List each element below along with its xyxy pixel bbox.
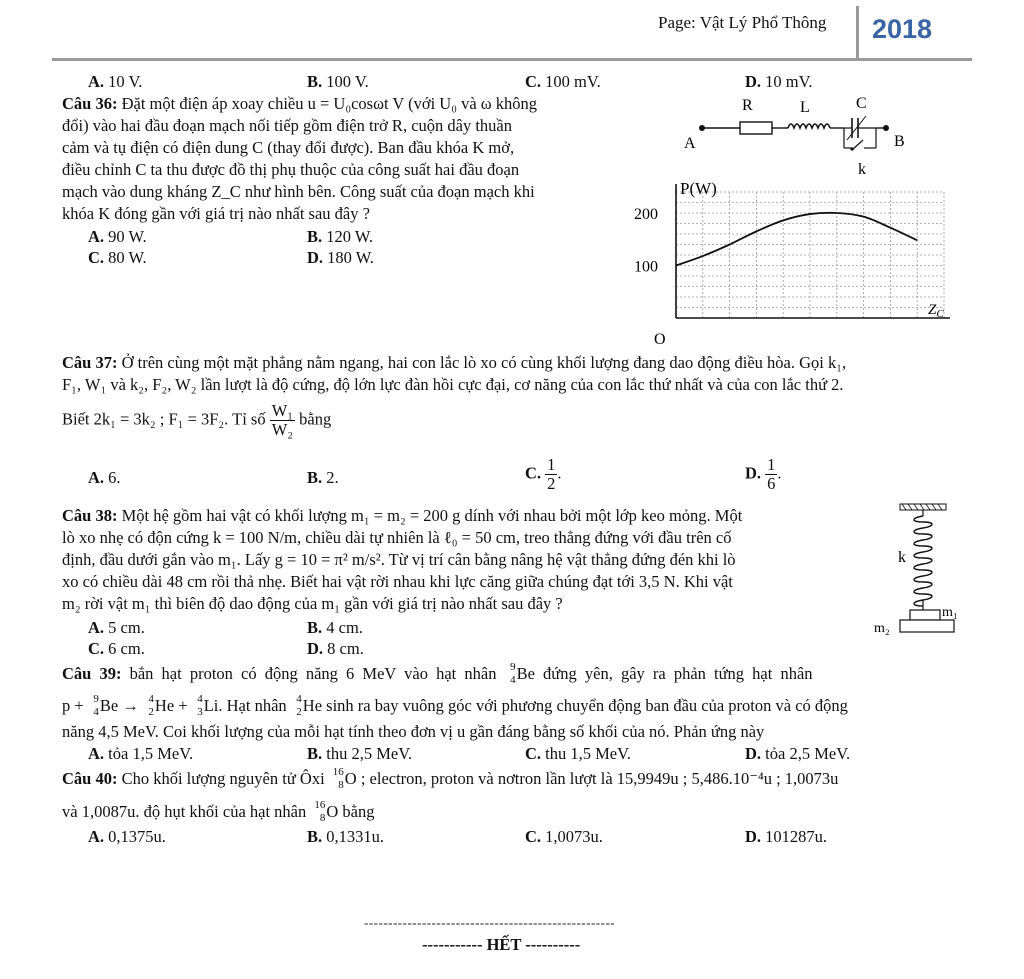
y-tick-label: 200	[634, 206, 658, 223]
q40-option-c: C. 1,0073u.	[525, 827, 603, 846]
circuit-label-b: B	[894, 133, 905, 150]
circuit-label-a: A	[684, 135, 696, 152]
y-tick-label: 100	[634, 258, 658, 276]
circuit-label-c: C	[856, 95, 867, 112]
q36-label: Câu 36:	[62, 94, 118, 113]
circuit-label-k: k	[858, 161, 866, 178]
q37-line3: Biết 2k₁ = 3k₂ ; F₁ = 3F₂. Tỉ số $\frac{\text{W₁}}{\text{W₂}}$ bằng	[62, 401, 332, 439]
q39-option-d: D. tỏa 2,5 MeV.	[745, 744, 851, 763]
q37-option-b: B. 2.	[307, 468, 339, 487]
q39-option-c: C. thu 1,5 MeV.	[525, 744, 632, 763]
q40-line1: Câu 40: Cho khối lượng nguyên tử Ôxi 16 8 O ; electron, proton và nơtron lần lượt là 15,9949u ; 5,486.10⁻⁴u ; 1,0073u	[62, 766, 839, 791]
nuclide-be: 9 4	[510, 661, 516, 686]
q37-option-d: D. $\frac{1}{6}$ .	[745, 455, 782, 493]
circuit-diagram	[680, 92, 920, 180]
q36-option-c: C. 80 W.	[88, 248, 147, 267]
spring-label-k: k	[898, 549, 906, 566]
power-curve	[676, 213, 917, 266]
q40-line2: và 1,0087u. độ hụt khối của hạt nhân 16 8 O bằng	[62, 799, 375, 824]
ratio-fraction: $\frac{\text{W₁}}{\text{W₂}}$	[271, 401, 294, 439]
q36-option-b: B. 120 W.	[307, 227, 374, 246]
q36-text: Câu 36: Đặt một điện áp xoay chiều u = U₀cosωt V (với U₀ và ω không đổi) vào hai đầu đoạn mạch nối tiếp gồm điện trở R, cuộn dây thuần cảm và tụ điện có điện dung C (thay đổi được). Ban đầu khóa K mở, điều chỉnh C ta thu được đồ thị phụ thuộc của công suất hai đầu đoạn mạch vào dung kháng Z_C như hình bên. Công suất của đoạn mạch khi khóa K đóng gần với giá trị nào nhất sau đây ?	[62, 94, 538, 223]
q37-option-a: A. 6.	[88, 468, 121, 487]
q38-option-a: A. 5 cm.	[88, 618, 145, 637]
q39-label: Câu 39:	[62, 664, 122, 683]
q40-option-b: B. 0,1331u.	[307, 827, 385, 846]
q38-option-d: D. 8 cm.	[307, 639, 364, 658]
header-divider	[856, 6, 859, 58]
circuit-label-r: R	[742, 97, 753, 114]
q37-line2: F₁, W₁ và k₂, F₂, W₂ lần lượt là độ cứng, độ lớn lực đàn hồi cực đại, cơ năng của con lắc thứ nhất và của con lắc thứ 2.	[62, 375, 844, 394]
q37-line1: Câu 37: Ở trên cùng một mặt phẳng nằm ngang, hai con lắc lò xo có cùng khối lượng đang dao động điều hòa. Gọi k₁,	[62, 353, 847, 372]
x-axis-label: $Z_C$	[928, 302, 944, 320]
mass-label-m2: m₂	[874, 621, 890, 636]
q35-option-c: C. 100 mV.	[525, 72, 601, 91]
q38-text: Câu 38: Một hệ gồm hai vật có khối lượng m₁ = m₂ = 200 g dính với nhau bởi một lớp keo mỏng. Một lò xo nhẹ có độn cứng k = 100 N/m, chiều dài tự nhiên là ℓ₀ = 50 cm, treo thẳng đứng với đầu trên cố định, đầu dưới gắn vào m₁. Lấy g = 10 = π² m/s². Từ vị trí cân bằng nâng hệ vật thẳng đứng đén khi lò xo có chiều dài 48 cm rồi thả nhẹ. Biết hai vật rời nhau khi lực căng giữa chúng đạt tới 3,5 N. Khi vật m₂ rời vật m₁ thì biên độ dao động của m₁ gần với giá trị nào nhất sau đây ?	[62, 506, 743, 613]
q35-option-a: A. 10 V.	[88, 72, 143, 91]
spring-figure	[870, 500, 970, 640]
year-badge: 2018	[872, 14, 933, 44]
q39-line2: p + 9 4 Be → 4 2 He + 4 3 Li. Hạt nhân 4 2 He sinh ra bay vuông góc với phương chuyển động ban đầu của proton và có động	[62, 693, 848, 718]
q36-option-d: D. 180 W.	[307, 248, 374, 267]
footer-dashes: ----------------------------------------------------	[364, 915, 616, 930]
q40-option-a: A. 0,1375u.	[88, 827, 166, 846]
page-label: Page: Vật Lý Phổ Thông	[658, 13, 827, 32]
q37-option-c: C. $\frac{1}{2}$ .	[525, 455, 562, 493]
q39-line3: năng 4,5 MeV. Coi khối lượng của mỗi hạt tính theo đơn vị u gần đáng bằng số khối của nó. Phản ứng này	[62, 722, 765, 741]
circuit-label-l: L	[800, 99, 810, 116]
origin-label: O	[654, 331, 666, 348]
q38-label: Câu 38:	[62, 506, 118, 525]
q35-option-d: D. 10 mV.	[745, 72, 813, 91]
footer-end: ----------- HẾT ----------	[422, 935, 581, 954]
q39-option-b: B. thu 2,5 MeV.	[307, 744, 413, 763]
q40-label: Câu 40:	[62, 769, 118, 788]
power-chart	[630, 178, 960, 348]
q38-option-c: C. 6 cm.	[88, 639, 145, 658]
q39-line1: Câu 39: bắn hạt proton có động năng 6 MeV vào hạt nhân 9 4 Be đứng yên, gây ra phản tứng hạt nhân	[62, 661, 813, 686]
header-rule	[52, 58, 972, 61]
q38-option-b: B. 4 cm.	[307, 618, 363, 637]
q37-label: Câu 37:	[62, 353, 118, 372]
mass-label-m1: m₁	[942, 605, 958, 620]
y-axis-label: P(W)	[680, 179, 717, 198]
q36-option-a: A. 90 W.	[88, 227, 147, 246]
q39-option-a: A. tỏa 1,5 MeV.	[88, 744, 194, 763]
q40-option-d: D. 101287u.	[745, 827, 828, 846]
q35-option-b: B. 100 V.	[307, 72, 369, 91]
